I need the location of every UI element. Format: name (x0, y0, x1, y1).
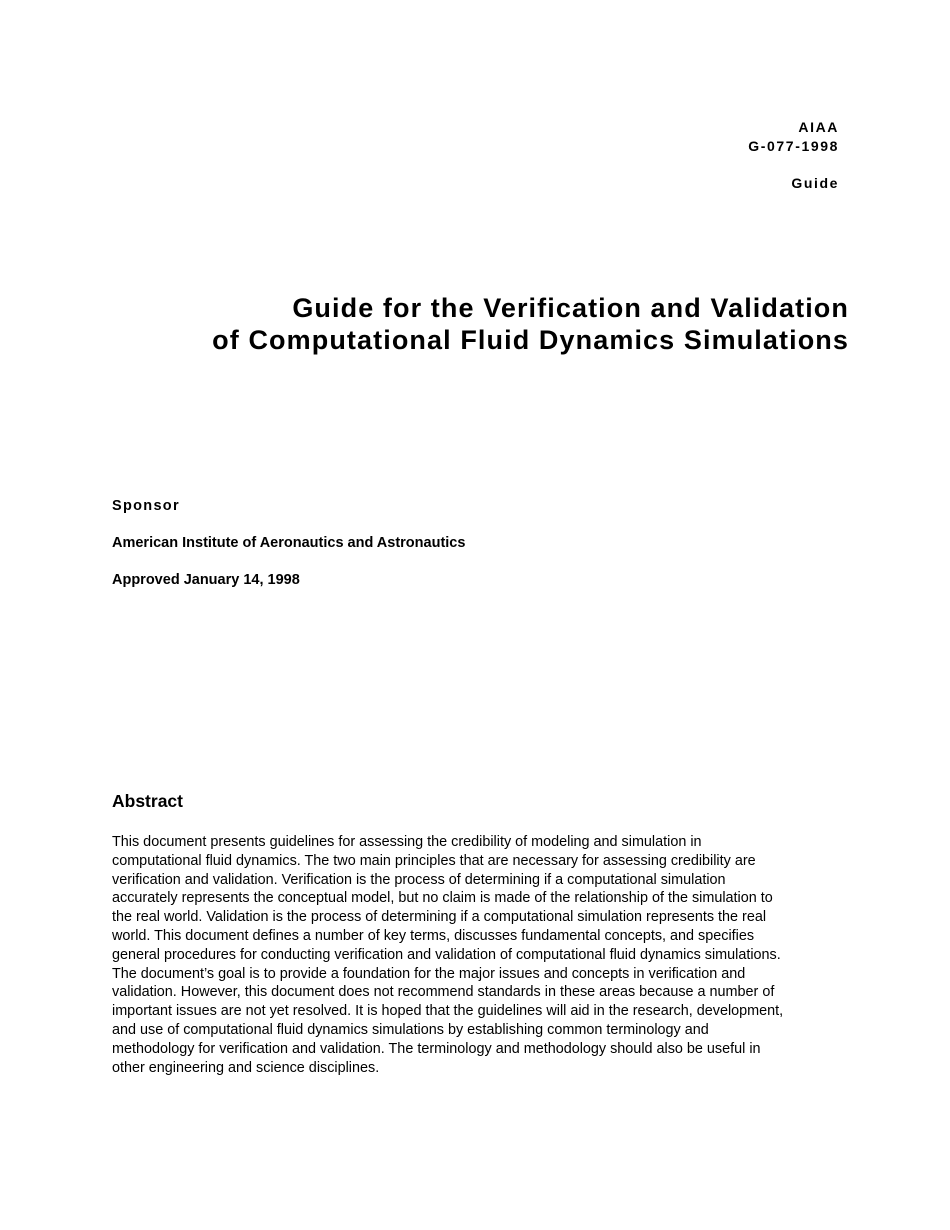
abstract-line: validation. However, this document does not recommend standards in these areas because a number of (112, 984, 775, 1001)
abstract-line: This document presents guidelines for assessing the credibility of modeling and simulation in (112, 834, 702, 850)
abstract-line: The document’s goal is to provide a foundation for the major issues and concepts in verification and (112, 965, 746, 982)
document-type: Guide (791, 175, 839, 191)
abstract-line: the real world. Validation is the process of determining if a computational simulation represents the real (112, 909, 767, 926)
abstract-line: verification and validation. Verification is the process of determining if a computational simulation (112, 871, 726, 888)
abstract-line: important issues are not yet resolved. It is hoped that the guidelines will aid in the research, development, (112, 1003, 784, 1020)
abstract-line: general procedures for conducting verification and validation of computational fluid dynamics simulations. (112, 946, 781, 963)
document-identifier (748, 118, 839, 193)
abstract-line: methodology for verification and validation. The terminology and methodology should also be useful in (112, 1040, 761, 1057)
abstract-heading: Abstract (112, 791, 183, 811)
document-number: G-077-1998 (748, 138, 839, 154)
title-line-1: Guide for the Verification and Validation (292, 293, 849, 323)
abstract-line: accurately represents the conceptual model, but no claim is made of the relationship of the simulation to (112, 890, 773, 907)
abstract-line: computational fluid dynamics. The two main principles that are necessary for assessing credibility are (112, 852, 756, 869)
abstract-line: and use of computational fluid dynamics simulations by establishing common terminology and (112, 1021, 709, 1038)
title-line-2: of Computational Fluid Dynamics Simulations (212, 325, 849, 355)
approval-date: Approved January 14, 1998 (112, 572, 300, 588)
abstract-line: other engineering and science disciplines. (112, 1059, 380, 1076)
sponsor-section (112, 497, 465, 608)
abstract-line: world. This document defines a number of key terms, discusses fundamental concepts, and specifies (112, 927, 755, 944)
abstract-body (112, 833, 847, 1077)
organization-acronym: AIAA (798, 119, 839, 135)
document-title (212, 292, 849, 356)
sponsor-label: Sponsor (112, 498, 180, 514)
sponsor-organization: American Institute of Aeronautics and Astronautics (112, 535, 466, 551)
